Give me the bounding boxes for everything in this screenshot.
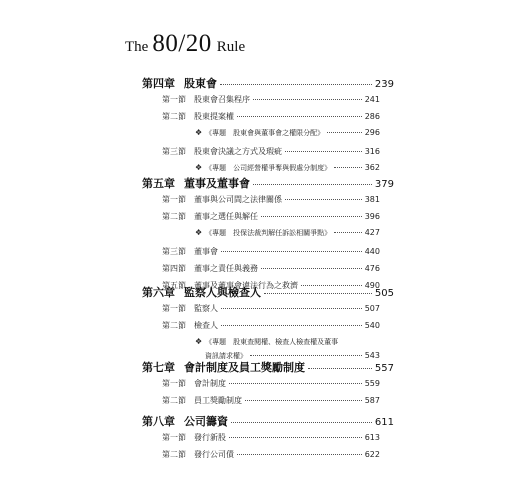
chapter-number: 第八章 bbox=[142, 415, 175, 428]
logo-the: The bbox=[125, 39, 149, 55]
dot-leader bbox=[250, 355, 362, 356]
section-title: 董事會 bbox=[194, 247, 218, 256]
toc-section-entry[interactable] bbox=[162, 303, 380, 314]
dot-leader bbox=[229, 383, 362, 384]
chapter-number: 第七章 bbox=[142, 361, 175, 374]
chapter-title: 監察人與檢查人 bbox=[184, 286, 261, 299]
section-title: 股東會召集程序 bbox=[194, 95, 250, 104]
section-number: 第一節 bbox=[162, 195, 186, 204]
dot-leader bbox=[221, 325, 362, 326]
section-number: 第三節 bbox=[162, 147, 186, 156]
toc-section-entry[interactable] bbox=[162, 263, 380, 274]
section-title: 監察人 bbox=[194, 304, 218, 313]
toc-section-entry[interactable] bbox=[162, 111, 380, 122]
topic-title: 《專題 公司經營權爭奪與假處分制度》 bbox=[205, 164, 332, 172]
dot-leader bbox=[327, 132, 362, 133]
topic-title: 《專題 股東會與董事會之權限分配》 bbox=[205, 129, 325, 137]
dot-leader bbox=[221, 251, 362, 252]
dot-leader bbox=[237, 454, 362, 455]
toc-chapter-entry[interactable] bbox=[142, 75, 394, 91]
page-number: 540 bbox=[364, 321, 380, 330]
page-number: 559 bbox=[364, 379, 380, 388]
page-number: 490 bbox=[364, 281, 380, 290]
page-number: 507 bbox=[364, 304, 380, 313]
toc-topic-entry[interactable] bbox=[195, 128, 380, 138]
page-number: 611 bbox=[374, 417, 394, 428]
page-number: 286 bbox=[364, 112, 380, 121]
toc-section-entry[interactable] bbox=[162, 246, 380, 257]
dot-leader bbox=[261, 268, 362, 269]
topic-title: 《專題 投保法裁判解任訴訟相關爭點》 bbox=[205, 229, 332, 237]
topic-title: 《專題 股東查閱權、檢查人檢查權及董事 bbox=[205, 338, 339, 346]
dot-leader bbox=[285, 151, 362, 152]
section-title: 員工獎勵制度 bbox=[194, 396, 242, 405]
page-number: 381 bbox=[364, 195, 380, 204]
toc-topic-entry[interactable] bbox=[195, 337, 380, 347]
page-number: 296 bbox=[364, 128, 380, 137]
dot-leader bbox=[253, 99, 362, 100]
diamond-bullet-icon: ❖ bbox=[195, 163, 203, 172]
page-number: 622 bbox=[364, 450, 380, 459]
toc-section-entry[interactable] bbox=[162, 449, 380, 460]
section-number: 第一節 bbox=[162, 379, 186, 388]
page-number: 427 bbox=[364, 228, 380, 237]
toc-section-entry[interactable] bbox=[162, 378, 380, 389]
dot-leader bbox=[285, 199, 362, 200]
toc-section-entry[interactable] bbox=[162, 146, 380, 157]
section-title: 董事之責任與義務 bbox=[194, 264, 258, 273]
dot-leader bbox=[229, 437, 362, 438]
section-title: 檢查人 bbox=[194, 321, 218, 330]
page-number: 613 bbox=[364, 433, 380, 442]
section-title: 股東提案權 bbox=[194, 112, 234, 121]
section-title: 董事及董事會違法行為之救濟 bbox=[194, 281, 298, 290]
section-number: 第一節 bbox=[162, 95, 186, 104]
page-number: 557 bbox=[374, 363, 394, 374]
dot-leader bbox=[220, 84, 372, 85]
chapter-number: 第四章 bbox=[142, 77, 175, 90]
dot-leader bbox=[334, 167, 362, 168]
section-number: 第二節 bbox=[162, 212, 186, 221]
chapter-title: 會計制度及員工獎勵制度 bbox=[184, 361, 305, 374]
diamond-bullet-icon: ❖ bbox=[195, 128, 203, 137]
dot-leader bbox=[221, 308, 362, 309]
section-number: 第一節 bbox=[162, 433, 186, 442]
toc-chapter-entry[interactable] bbox=[142, 284, 394, 300]
chapter-title: 股東會 bbox=[184, 77, 217, 90]
dot-leader bbox=[253, 184, 372, 185]
toc-section-entry[interactable] bbox=[162, 194, 380, 205]
section-number: 第二節 bbox=[162, 450, 186, 459]
section-title: 發行公司債 bbox=[194, 450, 234, 459]
dot-leader bbox=[237, 116, 362, 117]
dot-leader bbox=[308, 368, 372, 369]
chapter-title: 董事及董事會 bbox=[184, 177, 250, 190]
page-number: 379 bbox=[374, 179, 394, 190]
toc-section-entry[interactable] bbox=[162, 211, 380, 222]
section-title: 董事之選任與解任 bbox=[194, 212, 258, 221]
page-number: 543 bbox=[364, 351, 380, 360]
page-number: 476 bbox=[364, 264, 380, 273]
page-number: 396 bbox=[364, 212, 380, 221]
diamond-bullet-icon: ❖ bbox=[195, 228, 203, 237]
section-number: 第二節 bbox=[162, 112, 186, 121]
page-number: 440 bbox=[364, 247, 380, 256]
toc-chapter-entry[interactable] bbox=[142, 175, 394, 191]
dot-leader bbox=[261, 216, 362, 217]
section-title: 發行新股 bbox=[194, 433, 226, 442]
chapter-number: 第五章 bbox=[142, 177, 175, 190]
page-number: 362 bbox=[364, 163, 380, 172]
toc-topic-entry[interactable] bbox=[195, 228, 380, 238]
section-number: 第二節 bbox=[162, 396, 186, 405]
chapter-title: 公司籌資 bbox=[184, 415, 228, 428]
diamond-bullet-icon: ❖ bbox=[195, 337, 203, 346]
page-number: 316 bbox=[364, 147, 380, 156]
section-title: 股東會決議之方式及瑕疵 bbox=[194, 147, 282, 156]
toc-section-entry[interactable] bbox=[162, 320, 380, 331]
toc-section-entry[interactable] bbox=[162, 94, 380, 105]
toc-section-entry[interactable] bbox=[162, 432, 380, 443]
section-title: 會計制度 bbox=[194, 379, 226, 388]
dot-leader bbox=[264, 293, 372, 294]
chapter-number: 第六章 bbox=[142, 286, 175, 299]
topic-title-continued: 資訊請求權》 bbox=[205, 352, 247, 360]
page-number: 587 bbox=[364, 396, 380, 405]
page-number: 505 bbox=[374, 288, 394, 299]
toc-chapter-entry[interactable] bbox=[142, 359, 394, 375]
logo-rule: Rule bbox=[216, 39, 246, 55]
dot-leader bbox=[334, 232, 362, 233]
section-number: 第三節 bbox=[162, 247, 186, 256]
dot-leader bbox=[231, 422, 372, 423]
dot-leader bbox=[245, 400, 362, 401]
section-number: 第四節 bbox=[162, 264, 186, 273]
logo-number: 80/20 bbox=[152, 30, 212, 57]
section-title: 董事與公司間之法律關係 bbox=[194, 195, 282, 204]
page-number: 239 bbox=[374, 79, 394, 90]
toc-section-entry[interactable] bbox=[162, 395, 380, 406]
toc-chapter-entry[interactable] bbox=[142, 413, 394, 429]
toc-topic-entry[interactable] bbox=[195, 163, 380, 173]
section-number: 第五節 bbox=[162, 281, 186, 290]
section-number: 第二節 bbox=[162, 321, 186, 330]
page-number: 241 bbox=[364, 95, 380, 104]
section-number: 第一節 bbox=[162, 304, 186, 313]
